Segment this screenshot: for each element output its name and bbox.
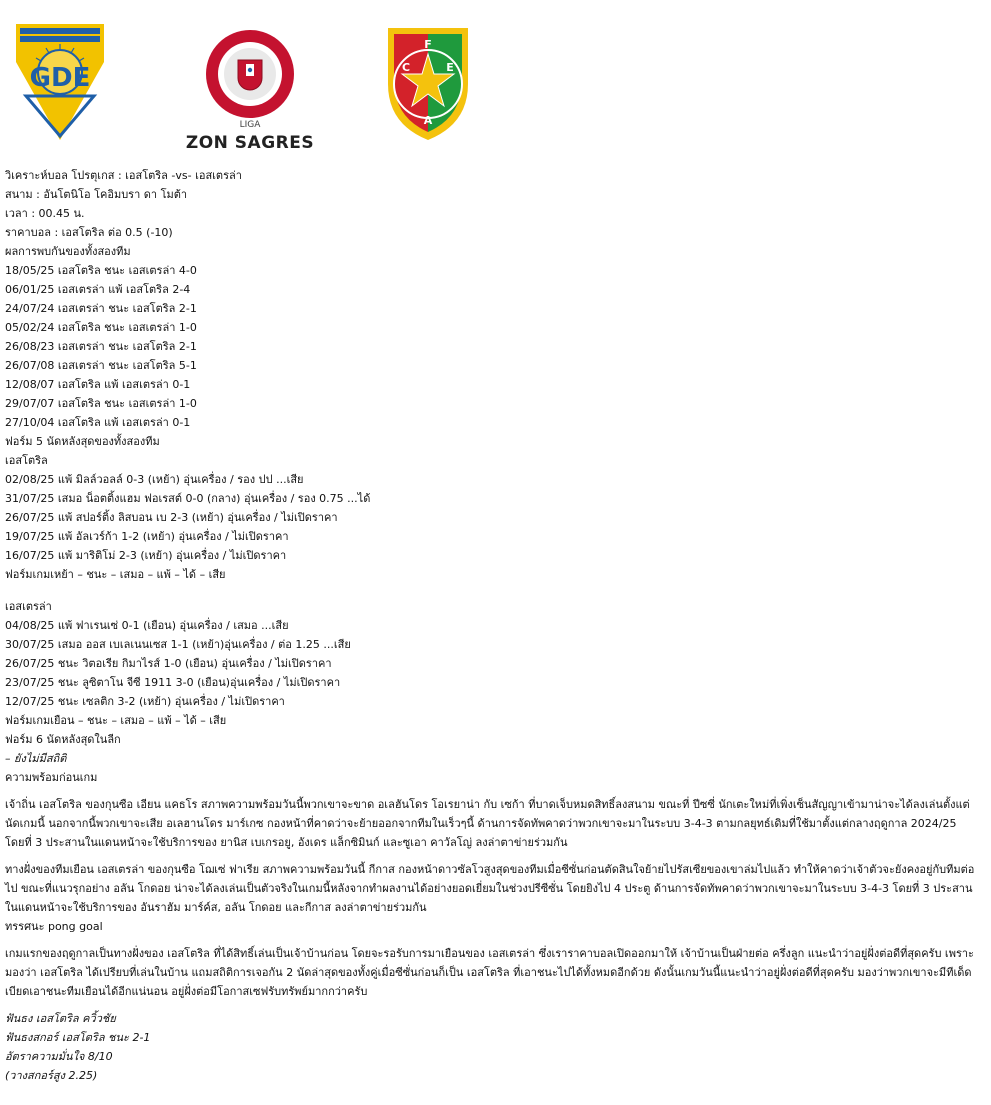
home-form-match: 19/07/25 แพ้ อัลเวร์ก้า 1-2 (เหย้า) อุ่นเครื่อง / ไม่เปิดราคา bbox=[5, 530, 289, 543]
home-form-match: 31/07/25 เสมอ น็อตติ้งแฮม ฟอเรสต์ 0-0 (กลาง) อุ่นเครื่อง / รอง 0.75 ...ได้ bbox=[5, 492, 371, 505]
home-form-match: 26/07/25 แพ้ สปอร์ติ้ง ลิสบอน เบ 2-3 (เหย้า) อุ่นเครื่อง / ไม่เปิดราคา bbox=[5, 511, 338, 524]
readiness-heading: ความพร้อมก่อนเกม bbox=[5, 771, 98, 784]
stadium-line: สนาม : อันโตนิโอ โคอิมบรา ดา โมต้า bbox=[5, 188, 188, 201]
away-form-summary: ฟอร์มเกมเยือน – ชนะ – เสมอ – แพ้ – ได้ – เสีย bbox=[5, 714, 227, 727]
home-form-match: 02/08/25 แพ้ มิลล์วอลล์ 0-3 (เหย้า) อุ่นเครื่อง / รอง ปป ...เสีย bbox=[5, 473, 304, 486]
spacer bbox=[5, 584, 983, 597]
estrela-letter-f: F bbox=[424, 38, 432, 51]
h2h-match: 26/08/23 เอสเตรล่า ชนะ เอสโตริล 2-1 bbox=[5, 340, 197, 353]
liga-emblem bbox=[184, 28, 316, 124]
verdict-confidence: อัตราความมั่นใจ 8/10 bbox=[5, 1050, 113, 1063]
home-readiness-paragraph: เจ้าถิ่น เอสโตริล ของกุนซือ เอียน แคธโร สภาพความพร้อมวันนี้พวกเขาจะขาด อเลฮันโดร โอเรยาน่า กับ เซก้า ที่บาดเจ็บหมดสิทธิ์ลงสนาม ขณะที่ ปีซซี่ นักเตะใหม่ที่เพิ่งเซ็นสัญญาเข้ามาน่าจะได้ลงเล่นตั้งแต่นัดเกมนี้ นอกจากนี้พวกเขาจะเสีย อเลฮานโดร มาร์เกซ กองหน้าที่คาดว่าจะย้ายออกจากทีมในเร็วๆนี้ ด้านการจัดทัพคาดว่าพวกเขาจะมาในระบบ 3-4-3 ตามกลยุทธ์เดิมที่ใช้มาตั้งแต่กลางฤดูกาล 2024/25 โดยที่ 3 ประสานในแดนหน้าจะใช้บริการของ ยานิส เบเกรอยู, อังเดร แล็กซิมินก์ และซูเอา คาวัลโญ่ ลงล่าตาข่ายร่วมกัน bbox=[5, 798, 970, 849]
away-form-match: 26/07/25 ชนะ วิตอเรีย กิมาไรส์ 1-0 (เยือน) อุ่นเครื่อง / ไม่เปิดราคา bbox=[5, 657, 332, 670]
h2h-match: 06/01/25 เอสเตรล่า แพ้ เอสโตริล 2-4 bbox=[5, 283, 191, 296]
article-body bbox=[5, 166, 983, 1085]
analysis-paragraph: เกมแรกของฤดูกาลเป็นทางฝั่งของ เอสโตริล ที่ได้สิทธิ์เล่นเป็นเจ้าบ้านก่อน โดยจะรอรับการมาเยือนของ เอสเตรล่า ซึ่งเราราคาบอลเปิดออกมาให้ เจ้าบ้านเป็นฝ่ายต่อ ครึ่งลูก แนะนำว่าอยู่ฝั่งต่อดีที่สุดครับ เพราะมองว่า เอสโตริล ได้เปรียบที่เล่นในบ้าน แถมสถิติการเจอกัน 2 นัดล่าสุดของทั้งคู่เมื่อซีซั่นก่อนก็เป็น เอสโตริล ที่เอาชนะไปได้ทั้งหมดอีกด้วย ดังนั้นเกมวันนี้แนะนำว่าอยู่ฝั่งต่อดีที่สุดครับ มองว่าพวกเขาจะมีทีเด็ดเบียดเอาชนะทีมเยือนได้อีกแน่นอน อยู่ฝั่งต่อมีโอกาสเซฟรับทรัพย์มากกว่าครับ bbox=[5, 947, 974, 998]
estrela-letter-c: C bbox=[401, 61, 411, 74]
verdict-score: ฟันธงสกอร์ เอสโตริล ชนะ 2-1 bbox=[5, 1031, 151, 1044]
form-heading: ฟอร์ม 5 นัดหลังสุดของทั้งสองทีม bbox=[5, 435, 160, 448]
estrela-letter-a: A bbox=[423, 114, 433, 127]
kickoff-time: เวลา : 00.45 น. bbox=[5, 207, 85, 220]
verdict-over-under: (วางสกอร์สูง 2.25) bbox=[5, 1069, 98, 1082]
h2h-match: 26/07/08 เอสเตรล่า ชนะ เอสโตริล 5-1 bbox=[5, 359, 197, 372]
liga-big-text: ZON SAGRES bbox=[185, 133, 315, 153]
away-form-match: 23/07/25 ชนะ ลูซิตาโน จีซี 1911 3-0 (เยือน)อุ่นเครื่อง / ไม่เปิดราคา bbox=[5, 676, 341, 689]
spacer bbox=[5, 787, 983, 795]
estoril-logo-text: GDE bbox=[29, 63, 91, 93]
liga-zon-sagres-logo bbox=[184, 28, 316, 156]
h2h-match: 18/05/25 เอสโตริล ชนะ เอสเตรล่า 4-0 bbox=[5, 264, 197, 277]
away-form-match: 04/08/25 แพ้ ฟาเรนเซ่ 0-1 (เยือน) อุ่นเครื่อง / เสมอ ...เสีย bbox=[5, 619, 289, 632]
liga-small-text: LIGA bbox=[239, 120, 261, 130]
spacer bbox=[5, 852, 983, 860]
league-form-note: – ยังไม่มีสถิติ bbox=[5, 752, 67, 765]
h2h-match: 24/07/24 เอสเตรล่า ชนะ เอสโตริล 2-1 bbox=[5, 302, 197, 315]
h2h-match: 29/07/07 เอสโตริล ชนะ เอสเตรล่า 1-0 bbox=[5, 397, 197, 410]
home-form-summary: ฟอร์มเกมเหย้า – ชนะ – เสมอ – แพ้ – ได้ – เสีย bbox=[5, 568, 226, 581]
h2h-heading: ผลการพบกันของทั้งสองทีม bbox=[5, 245, 131, 258]
away-team-name: เอสเตรล่า bbox=[5, 600, 52, 613]
h2h-match: 27/10/04 เอสโตริล แพ้ เอสเตรล่า 0-1 bbox=[5, 416, 191, 429]
estoril-logo bbox=[16, 24, 104, 140]
odds-line: ราคาบอล : เอสโตริล ต่อ 0.5 (-10) bbox=[5, 226, 173, 239]
away-readiness-paragraph: ทางฝั่งของทีมเยือน เอสเตรล่า ของกุนซือ โฌเซ่ ฟาเรีย สภาพความพร้อมวันนี้ กีกาส กองหน้าดาวซัลโวสูงสุดของทีมเมื่อซีซั่นก่อนตัดสินใจย้ายไปรัสเซียของเขาล่มไปแล้ว ทำให้คาดว่าเจ้าตัวจะยังคงอยู่กับทีมต่อไป ขณะที่แนวรุกอย่าง อลัน โกดอย น่าจะได้ลงเล่นเป็นตัวจริงในเกมนี้หลังจากทำผลงานได้อย่างยอดเยี่ยมในช่วงปรีซีซั่น โดยยิงไป 4 ประตู ด้านการจัดทัพคาดว่าพวกเขาจะมาในระบบ 3-4-3 โดยที่ 3 ประสานในแดนหน้าจะใช้บริการของ อันราฮัม มาร์ค์ส, อลัน โกดอย และกีกาส ลงล่าตาข่ายร่วมกัน bbox=[5, 863, 975, 914]
view-source: ทรรศนะ pong goal bbox=[5, 920, 103, 933]
estrela-letter-e: E bbox=[446, 61, 454, 74]
spacer bbox=[5, 1001, 983, 1009]
h2h-match: 05/02/24 เอสโตริล ชนะ เอสเตรล่า 1-0 bbox=[5, 321, 197, 334]
home-team-name: เอสโตริล bbox=[5, 454, 48, 467]
article-title: วิเคราะห์บอล โปรตุเกส : เอสโตริล -vs- เอสเตรล่า bbox=[5, 169, 242, 182]
home-form-match: 16/07/25 แพ้ มาริติโม่ 2-3 (เหย้า) อุ่นเครื่อง / ไม่เปิดราคา bbox=[5, 549, 287, 562]
away-form-match: 12/07/25 ชนะ เซลติก 3-2 (เหย้า) อุ่นเครื่อง / ไม่เปิดราคา bbox=[5, 695, 285, 708]
away-form-match: 30/07/25 เสมอ ออส เบเลเนนเซส 1-1 (เหย้า)อุ่นเครื่อง / ต่อ 1.25 ...เสีย bbox=[5, 638, 351, 651]
league-form-heading: ฟอร์ม 6 นัดหลังสุดในลีก bbox=[5, 733, 121, 746]
estrela-logo bbox=[384, 24, 472, 142]
h2h-match: 12/08/07 เอสโตริล แพ้ เอสเตรล่า 0-1 bbox=[5, 378, 191, 391]
spacer bbox=[5, 936, 983, 944]
logo-bar bbox=[0, 0, 991, 160]
verdict-pick: ฟันธง เอสโตริล ควิ้วชัย bbox=[5, 1012, 116, 1025]
